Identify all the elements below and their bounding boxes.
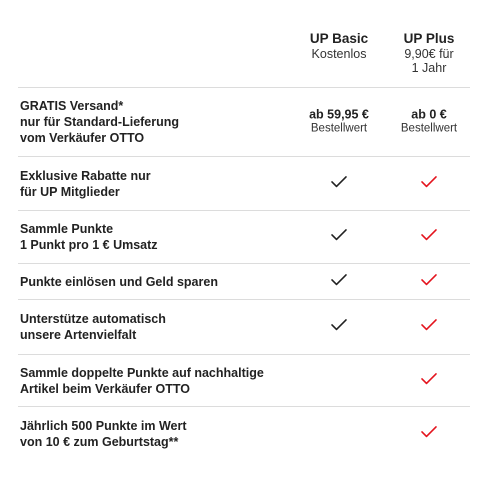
feature-label-line: 1 Punkt pro 1 € Umsatz [20, 238, 158, 252]
checkmark-icon [420, 272, 438, 286]
feature-label-line: für UP Mitglieder [20, 184, 120, 199]
table-row [18, 210, 470, 263]
feature-label-line: Unterstütze automatisch [20, 312, 166, 326]
basic-cell [296, 174, 382, 193]
feature-label-line: Sammle Punkte [20, 222, 114, 236]
feature-label [20, 168, 290, 200]
table-row [18, 406, 470, 460]
basic-min-order-note: Bestellwert [310, 122, 368, 135]
checkmark-icon [330, 317, 348, 331]
plus-min-order-note: Bestellwert [400, 122, 458, 135]
table-row [18, 299, 470, 354]
plus-min-order-value: ab 0 € [411, 107, 447, 122]
checkmark-icon [420, 424, 438, 438]
feature-label [20, 274, 290, 290]
checkmark-icon [330, 227, 348, 241]
table-row [18, 87, 470, 156]
checkmark-icon [330, 174, 348, 188]
feature-label-line: GRATIS Versand* [20, 99, 124, 113]
table-row [18, 354, 470, 406]
feature-label-line: Punkte einlösen und Geld sparen [20, 274, 218, 289]
feature-label [20, 98, 290, 146]
checkmark-icon [420, 174, 438, 188]
plan-basic-name: UP Basic [309, 31, 369, 46]
checkmark-icon [420, 371, 438, 385]
table-header [0, 0, 488, 86]
basic-cell [296, 317, 382, 336]
plan-basic-header [296, 31, 382, 61]
table-row [18, 156, 470, 210]
plus-cell [386, 227, 472, 246]
plus-cell [386, 424, 472, 443]
feature-label-line: Exklusive Rabatte nur [20, 168, 151, 183]
feature-label-line: Sammle doppelte Punkte auf nachhaltige [20, 365, 264, 380]
feature-label-line: vom Verkäufer OTTO [20, 131, 145, 145]
basic-cell [296, 227, 382, 246]
feature-label [20, 311, 290, 343]
plus-cell [386, 272, 472, 291]
feature-label-line: Artikel beim Verkäufer OTTO [20, 381, 190, 396]
checkmark-icon [420, 227, 438, 241]
feature-label-line: von 10 € zum Geburtstag** [20, 434, 179, 449]
basic-cell [296, 108, 382, 137]
plan-plus-name: UP Plus [403, 31, 455, 46]
plan-plus-price: 9,90€ für [404, 46, 454, 61]
checkmark-icon [330, 272, 348, 286]
plus-cell [386, 108, 472, 137]
table-row [18, 263, 470, 299]
plan-plus-duration: 1 Jahr [411, 60, 447, 75]
feature-label [20, 365, 290, 397]
feature-rows [18, 87, 470, 460]
plus-cell [386, 174, 472, 193]
plan-basic-price: Kostenlos [311, 46, 367, 61]
feature-label [20, 221, 290, 253]
plus-cell [386, 371, 472, 390]
feature-label [20, 418, 290, 450]
basic-min-order-value: ab 59,95 € [309, 107, 369, 122]
feature-label-line: nur für Standard-Lieferung [20, 115, 180, 129]
feature-label-line: unsere Artenvielfalt [20, 328, 137, 342]
checkmark-icon [420, 317, 438, 331]
basic-cell [296, 272, 382, 291]
feature-label-line: Jährlich 500 Punkte im Wert [20, 418, 187, 433]
plus-cell [386, 317, 472, 336]
plan-plus-header [386, 31, 472, 75]
